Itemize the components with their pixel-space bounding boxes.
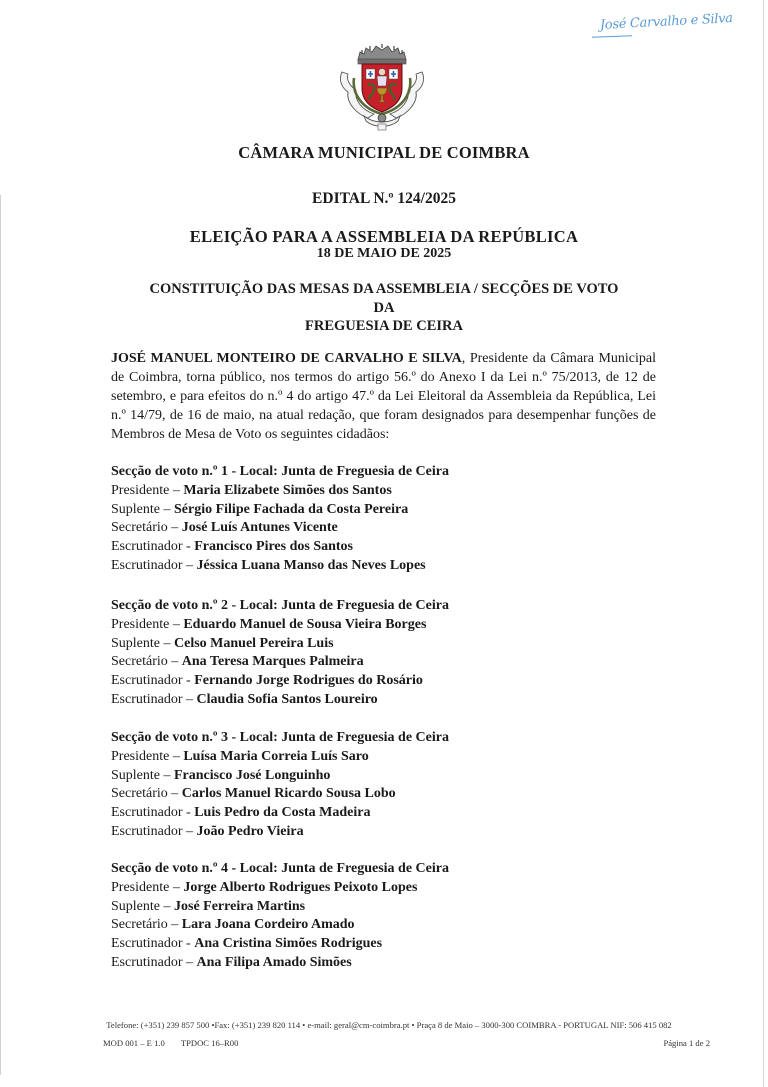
member-role: Suplente –: [111, 767, 174, 783]
member-role: Escrutinador –: [111, 557, 197, 573]
member-role: Secretário –: [111, 786, 182, 802]
member-row: [111, 879, 671, 898]
member-row: [111, 691, 671, 710]
member-role: Suplente –: [111, 898, 174, 914]
member-name: Fernando Jorge Rodrigues do Rosário: [194, 673, 423, 689]
organization-title: CÂMARA MUNICIPAL DE COIMBRA: [238, 143, 530, 162]
member-name: José Luís Antunes Vicente: [181, 520, 338, 536]
page-number: Página 1 de 2: [663, 1038, 710, 1048]
election-title: ELEIÇÃO PARA A ASSEMBLEIA DA REPÚBLICA: [189, 227, 579, 246]
member-name: Luísa Maria Correia Luís Saro: [183, 748, 369, 764]
member-name: Sérgio Filipe Fachada da Costa Pereira: [174, 501, 409, 517]
member-name: Lara Joana Cordeiro Amado: [181, 917, 355, 933]
member-role: Escrutinador –: [111, 691, 197, 707]
footer-contact-info: Telefone: (+351) 239 857 500 •Fax: (+351) 239 820 114 • e-mail: geral@cm-coimbra.pt • Praça 8 de Maio – 3000-300 COIMBRA - PORTUGAL NIF: 506 415 082: [106, 1020, 672, 1030]
member-name: João Pedro Vieira: [196, 823, 304, 839]
doc-code: TPDOC 16–R00: [180, 1038, 239, 1048]
polling-section-4: [111, 860, 671, 973]
constitution-title-line-1: CONSTITUIÇÃO DAS MESAS DA ASSEMBLEIA / SECÇÕES DE VOTO: [149, 281, 619, 297]
signature-underline: [592, 35, 632, 37]
constitution-title-line-2: DA: [373, 300, 395, 316]
member-name: Claudia Sofia Santos Loureiro: [196, 691, 378, 707]
member-role: Presidente –: [111, 748, 184, 764]
member-name: Ana Filipa Amado Simões: [196, 954, 352, 970]
member-row: [111, 898, 671, 917]
member-row: [111, 501, 671, 520]
member-name: Francisco José Longuinho: [174, 767, 331, 783]
member-role: Escrutinador -: [111, 805, 195, 821]
member-name: Carlos Manuel Ricardo Sousa Lobo: [181, 786, 396, 802]
polling-section-2: [111, 597, 671, 710]
footer-document-codes: [103, 1038, 238, 1048]
member-role: Secretário –: [111, 654, 182, 670]
handwritten-signature: [592, 11, 742, 44]
mod-code: MOD 001 – E 1.0: [103, 1038, 165, 1048]
section-title: Secção de voto n.º 3 - Local: Junta de Freguesia de Ceira: [111, 730, 449, 745]
election-date: 18 DE MAIO DE 2025: [316, 246, 452, 261]
member-row: [111, 482, 671, 501]
member-row: [111, 935, 671, 954]
member-row: [111, 519, 671, 538]
member-row: [111, 767, 671, 786]
member-row: [111, 557, 671, 576]
member-role: Secretário –: [111, 917, 182, 933]
member-role: Presidente –: [111, 879, 184, 895]
member-row: [111, 653, 671, 672]
member-row: [111, 916, 671, 935]
section-title: Secção de voto n.º 1 - Local: Junta de Freguesia de Ceira: [111, 464, 449, 479]
member-name: Maria Elizabete Simões dos Santos: [183, 482, 392, 498]
polling-section-3: [111, 729, 671, 842]
section-title: Secção de voto n.º 2 - Local: Junta de Freguesia de Ceira: [111, 598, 449, 613]
member-name: José Ferreira Martins: [174, 898, 306, 914]
president-name: JOSÉ MANUEL MONTEIRO DE CARVALHO E SILVA: [111, 351, 462, 366]
member-role: Presidente –: [111, 616, 184, 632]
intro-paragraph: [111, 349, 656, 444]
member-name: Ana Teresa Marques Palmeira: [181, 654, 364, 670]
polling-section-1: [111, 463, 671, 576]
member-role: Escrutinador –: [111, 954, 197, 970]
member-name: Jéssica Luana Manso das Neves Lopes: [196, 557, 426, 573]
member-row: [111, 672, 671, 691]
member-name: Luis Pedro da Costa Madeira: [194, 805, 371, 821]
member-name: Eduardo Manuel de Sousa Vieira Borges: [183, 616, 427, 632]
signature-text: José Carvalho e Silva: [599, 11, 734, 33]
member-name: Jorge Alberto Rodrigues Peixoto Lopes: [183, 879, 418, 895]
member-role: Escrutinador -: [111, 539, 195, 555]
member-row: [111, 635, 671, 654]
intro-text: , Presidente da Câmara Municipal de Coimbra, torna público, nos termos do artigo 56.º do Anexo I da Lei n.º 75/2013, de 12 de setembro, e para efeitos do n.º 4 do artigo 47.º da Lei Eleitoral da Assembleia da República, Lei n.º 14/79, de 16 de maio, na atual redação, que foram designados para desempenhar funções de Membros de Mesa de Voto os seguintes cidadãos:: [111, 351, 656, 442]
member-row: [111, 785, 671, 804]
member-name: Ana Cristina Simões Rodrigues: [194, 936, 383, 952]
member-row: [111, 538, 671, 557]
scan-edge-right: [763, 0, 764, 1087]
member-row: [111, 748, 671, 767]
member-role: Secretário –: [111, 520, 182, 536]
edital-number: EDITAL N.º 124/2025: [312, 190, 456, 207]
member-role: Escrutinador -: [111, 936, 195, 952]
member-row: [111, 823, 671, 842]
member-role: Suplente –: [111, 635, 174, 651]
member-role: Escrutinador –: [111, 823, 197, 839]
member-row: [111, 616, 671, 635]
member-row: [111, 804, 671, 823]
member-role: Suplente –: [111, 501, 174, 517]
member-row: [111, 954, 671, 973]
section-title: Secção de voto n.º 4 - Local: Junta de Freguesia de Ceira: [111, 861, 449, 876]
constitution-title-line-3: FREGUESIA DE CEIRA: [305, 318, 463, 334]
member-name: Celso Manuel Pereira Luis: [174, 635, 334, 651]
member-role: Presidente –: [111, 482, 184, 498]
member-role: Escrutinador -: [111, 673, 195, 689]
member-name: Francisco Pires dos Santos: [194, 539, 354, 555]
coimbra-coat-of-arms-icon: [334, 42, 430, 134]
